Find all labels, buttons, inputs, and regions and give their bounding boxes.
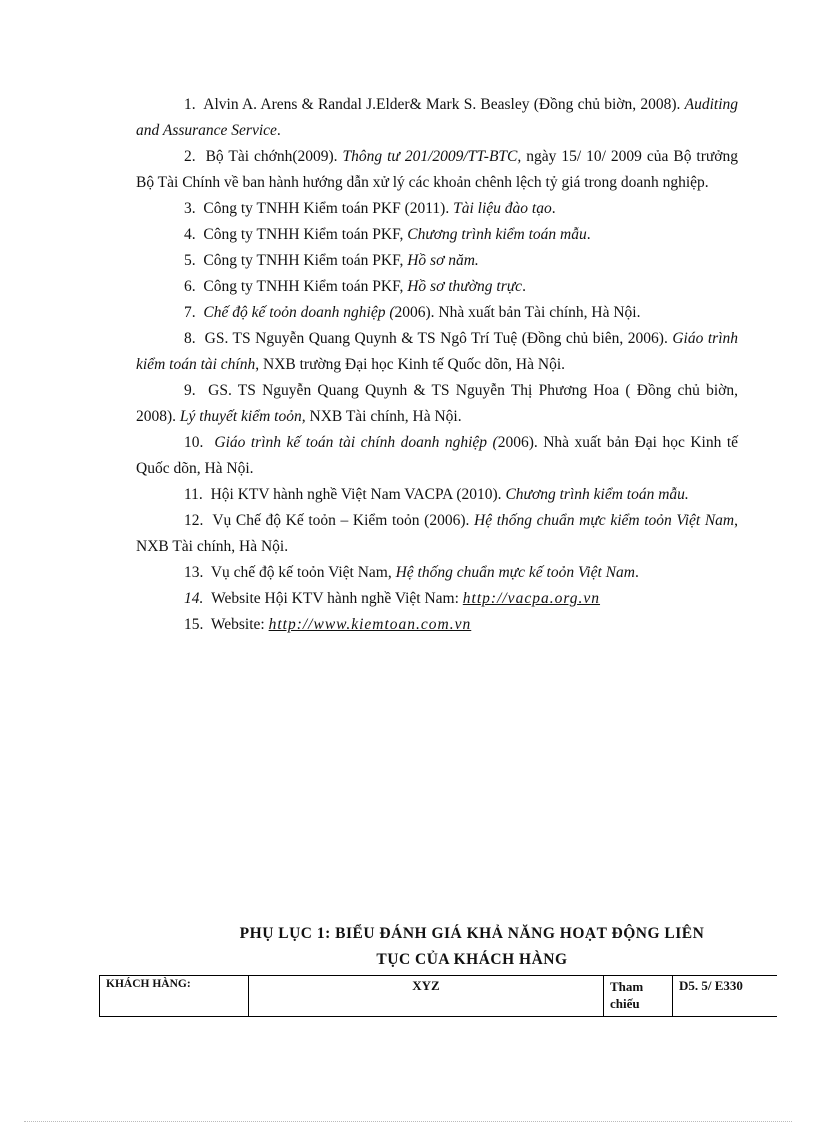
reference-title: Thông tư 201/2009/TT-BTC,	[342, 148, 522, 165]
appendix-title	[212, 921, 732, 973]
reference-label: Tham chiếu	[604, 976, 673, 1017]
reference-number: 1.	[184, 96, 204, 113]
reference-number: 9.	[184, 382, 209, 399]
reference-item	[136, 144, 738, 196]
reference-item	[136, 300, 738, 326]
reference-title: Hồ sơ năm.	[407, 252, 479, 269]
reference-text: .	[276, 122, 281, 139]
reference-item	[136, 378, 738, 430]
reference-text: Alvin A. Arens & Randal J.Elder& Mark S. Beasley (Đồng chủ biờn, 2008).	[203, 96, 685, 113]
reference-number: 12.	[184, 512, 213, 529]
reference-title: Hệ thống chuẩn mực kiểm toỏn Việt Nam	[474, 512, 735, 529]
reference-text: ngày 15/ 10/ 2009 của Bộ trưởng Bộ Tài Chính về ban hành hướng dẫn xử lý các khoản chênh lệch tỷ giá trong doanh nghiệp.	[136, 148, 738, 191]
reference-item	[136, 586, 738, 612]
reference-value: D5. 5/ E330	[673, 976, 778, 1017]
reference-title: Giáo trình kiểm toán tài chính	[136, 330, 738, 373]
reference-text: 2006). Nhà xuất bản Đại học Kinh tế Quốc dõn, Hà Nội.	[136, 434, 739, 477]
reference-title: Chế độ kế toỏn doanh nghiệp (	[203, 304, 395, 321]
reference-item	[136, 248, 738, 274]
reference-text: Website:	[210, 616, 269, 633]
reference-number: 2.	[184, 148, 206, 165]
client-value: XYZ	[249, 976, 604, 1017]
reference-text: .	[586, 226, 591, 243]
reference-item	[136, 612, 738, 638]
reference-text: NXB Tài chính, Hà Nội.	[305, 408, 462, 425]
reference-number: 5.	[184, 252, 204, 269]
reference-title: Lý thuyết kiểm toỏn,	[179, 408, 306, 425]
reference-text: , NXB trường Đại học Kinh tế Quốc dõn, Hà Nội.	[255, 356, 566, 373]
reference-text: .	[634, 564, 639, 581]
reference-item	[136, 482, 738, 508]
reference-title: Giáo trình kế toán tài chính doanh nghiệp (	[214, 434, 498, 451]
reference-text: Vụ Chế độ Kế toỏn – Kiểm toỏn (2006).	[212, 512, 475, 529]
reference-item	[136, 560, 738, 586]
reference-link[interactable]: http://www.kiemtoan.com.vn	[268, 616, 472, 633]
reference-text: .	[551, 200, 556, 217]
reference-item	[136, 326, 738, 378]
reference-text: Công ty TNHH Kiểm toán PKF,	[203, 226, 408, 243]
reference-item	[136, 508, 738, 560]
reference-text: , NXB Tài chính, Hà Nội.	[136, 512, 738, 555]
reference-number: 4.	[184, 226, 204, 243]
appendix-title-line-1: PHỤ LỤC 1: BIỂU ĐÁNH GIÁ KHẢ NĂNG HOẠT ĐỘNG LIÊN	[239, 925, 705, 942]
reference-number: 7.	[184, 304, 204, 321]
reference-number: 3.	[184, 200, 204, 217]
appendix-title-line-2: TỤC CỦA KHÁCH HÀNG	[376, 951, 568, 968]
reference-number: 14.	[184, 590, 212, 607]
reference-text: Vụ chế độ kế toỏn Việt Nam,	[210, 564, 396, 581]
reference-text: Website Hội KTV hành nghề Việt Nam:	[211, 590, 463, 607]
reference-number: 10.	[184, 434, 215, 451]
client-info-table	[99, 975, 777, 1017]
reference-title: Hệ thống chuẩn mực kế toỏn Việt Nam	[395, 564, 635, 581]
reference-text: .	[522, 278, 526, 295]
reference-text: Bộ Tài chớnh(2009).	[205, 148, 343, 165]
reference-number: 6.	[184, 278, 204, 295]
reference-list	[136, 92, 738, 638]
reference-text: 2006). Nhà xuất bản Tài chính, Hà Nội.	[394, 304, 641, 321]
reference-text: Công ty TNHH Kiểm toán PKF,	[203, 278, 408, 295]
reference-text: GS. TS Nguyễn Quang Quynh & TS Ngô Trí Tuệ (Đồng chủ biên, 2006).	[204, 330, 673, 347]
reference-number: 15.	[184, 616, 211, 633]
reference-text: Công ty TNHH Kiểm toán PKF (2011).	[203, 200, 454, 217]
reference-title: Chương trình kiểm toán mẫu	[407, 226, 587, 243]
reference-item	[136, 196, 738, 222]
reference-title: Tài liệu đào tạo	[453, 200, 552, 217]
reference-title: Chương trình kiểm toán mẫu.	[505, 486, 689, 503]
reference-item	[136, 274, 738, 300]
reference-link[interactable]: http://vacpa.org.vn	[462, 590, 601, 607]
reference-text: Công ty TNHH Kiểm toán PKF,	[203, 252, 408, 269]
reference-number: 13.	[184, 564, 211, 581]
reference-text: Hội KTV hành nghề Việt Nam VACPA (2010).	[210, 486, 506, 503]
page-bottom-divider	[24, 1121, 792, 1122]
client-info-row	[100, 976, 778, 1017]
reference-item	[136, 222, 738, 248]
reference-title: Auditing and Assurance Service	[136, 96, 738, 139]
reference-number: 11.	[184, 486, 211, 503]
reference-title: Hồ sơ thường trực	[407, 278, 523, 295]
reference-text: GS. TS Nguyễn Quang Quynh & TS Nguyễn Thị Phương Hoa ( Đồng chủ biờn, 2008).	[136, 382, 738, 425]
reference-item	[136, 92, 738, 144]
reference-item	[136, 430, 738, 482]
reference-number: 8.	[184, 330, 205, 347]
client-label: KHÁCH HÀNG:	[100, 976, 249, 1017]
